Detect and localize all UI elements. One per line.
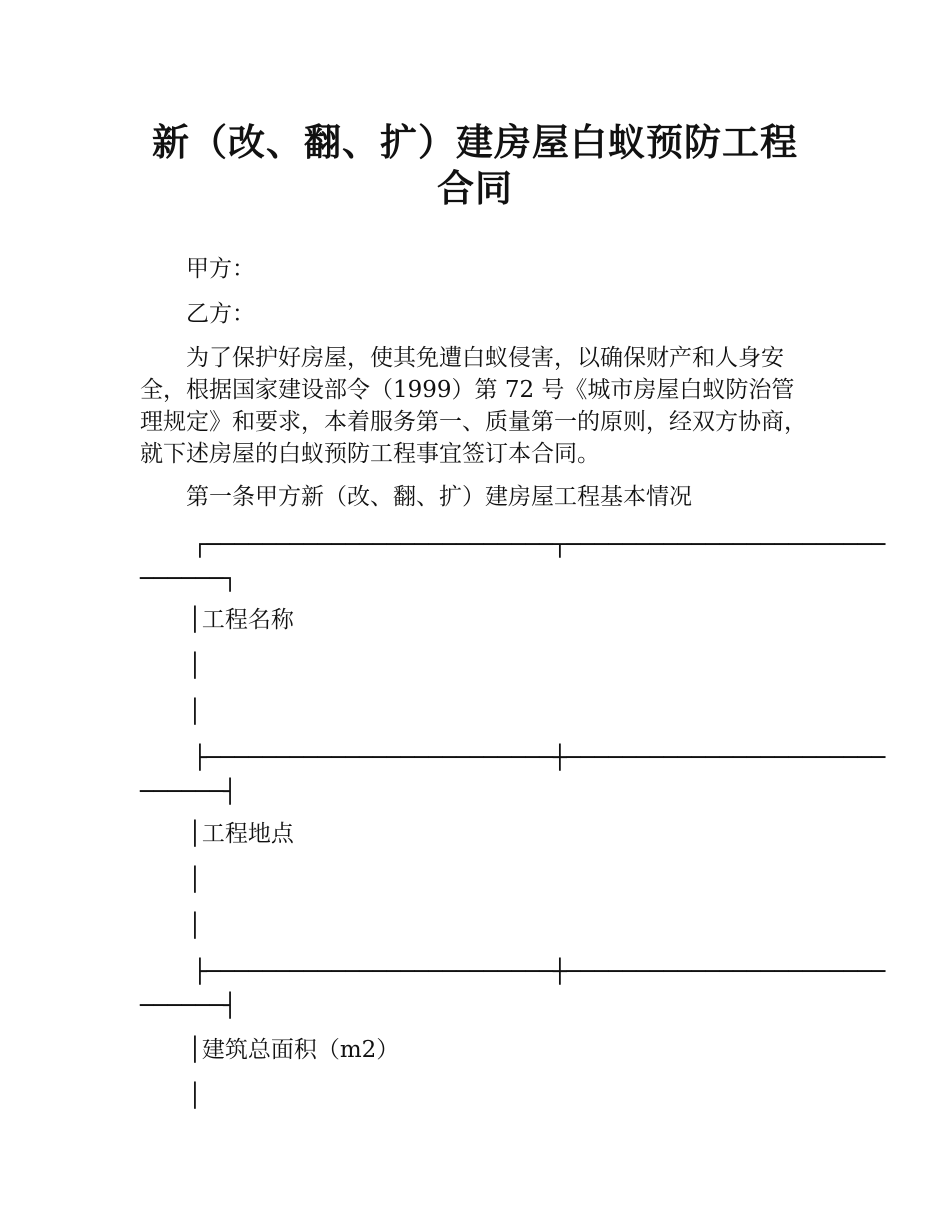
table-middle-border-line-4: ──────┤ (140, 993, 237, 1019)
table-top-border-line-1: ┌─────────────────────────┬─────────────────────── (193, 532, 886, 558)
table-vertical-border: │ (188, 653, 202, 679)
table-top-border-line-2: ──────┐ (140, 566, 237, 592)
party-b-label: 乙方： (186, 301, 255, 327)
table-vertical-border: │ (188, 699, 202, 725)
table-middle-border-line-2: ──────┤ (140, 779, 237, 805)
table-label-project-location: │工程地点 (188, 821, 294, 847)
table-middle-border-line-3: ├─────────────────────────┼─────────────────────── (193, 959, 886, 985)
table-middle-border-line-1: ├─────────────────────────┼─────────────────────── (193, 745, 886, 771)
table-label-total-building-area: │建筑总面积（m2） (188, 1037, 400, 1063)
contract-intro-paragraph: 为了保护好房屋，使其免遭白蚁侵害，以确保财产和人身安全，根据国家建设部令（1999）第 72 号《城市房屋白蚁防治管理规定》和要求，本着服务第一、质量第一的原则，经双方协商，就下述房屋的白蚁预防工程事宜签订本合同。 (140, 345, 807, 467)
article-1-heading: 第一条甲方新（改、翻、扩）建房屋工程基本情况 (186, 484, 692, 510)
table-vertical-border: │ (188, 913, 202, 939)
party-a-label: 甲方： (186, 256, 255, 282)
table-vertical-border: │ (188, 867, 202, 893)
document-title: 新（改、翻、扩）建房屋白蚁预防工程合同 (152, 121, 798, 210)
table-label-project-name: │工程名称 (188, 607, 294, 633)
table-vertical-border: │ (188, 1083, 202, 1109)
